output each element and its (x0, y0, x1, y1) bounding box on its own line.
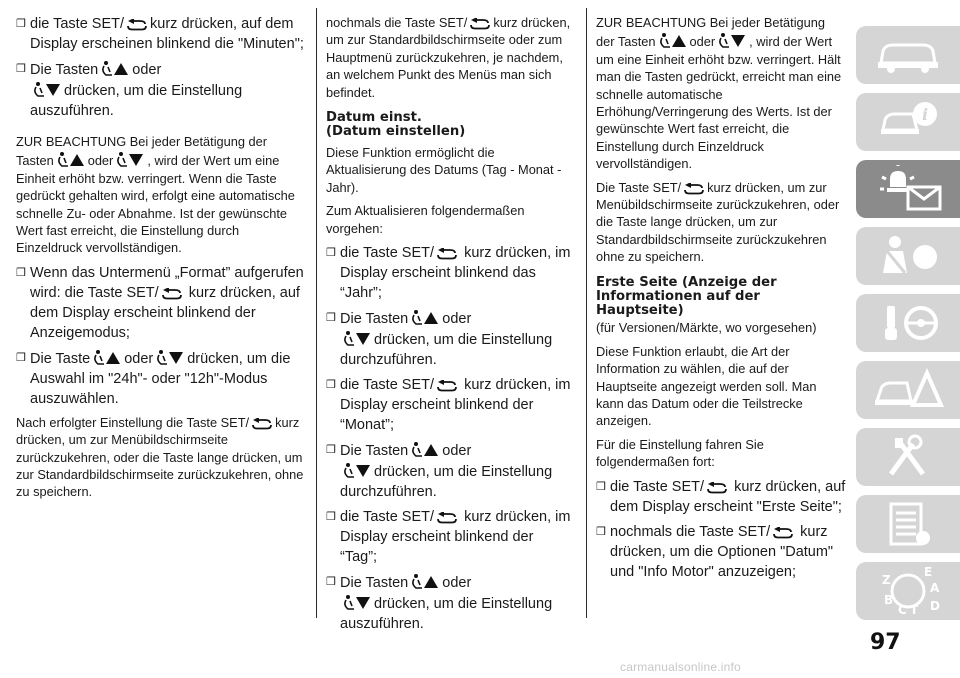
list-item: ❒ nochmals die Taste SET/ kurz drücken, um die Optionen "Datum" und "Info Motor" anzuzeigen; (596, 523, 834, 580)
arrow-down-button-icon (115, 150, 145, 168)
checkbox-bullet-icon: ❒ (326, 511, 336, 524)
list-item: ❒ die Taste SET/ kurz drücken, im Display erscheint blinkend der “Tag”; (326, 509, 571, 566)
checkbox-bullet-icon: ❒ (326, 312, 336, 325)
svg-text:B: B (884, 593, 894, 607)
page-number: 97 (870, 630, 901, 655)
crash-triangle-icon (871, 367, 945, 413)
paragraph: Für die Einstellung fahren Sie folgendermaßen fort: (596, 436, 764, 470)
arrow-down-button-icon (342, 593, 372, 611)
car-overview-icon (873, 35, 943, 75)
tab-index[interactable] (856, 562, 960, 620)
arrow-up-button-icon (92, 348, 122, 366)
set-return-icon (436, 248, 458, 260)
arrow-up-button-icon (56, 150, 86, 168)
list-item: ❒ die Taste SET/ kurz drücken, im Display erscheint blinkend der “Monat”; (326, 377, 571, 434)
index-icon (870, 566, 946, 616)
checkbox-bullet-icon: ❒ (326, 247, 336, 260)
watermark: carmanualsonline.info (620, 660, 741, 674)
set-return-icon (469, 18, 491, 30)
arrow-up-button-icon (410, 308, 440, 326)
warning-light-message-icon (870, 165, 946, 213)
column-divider (316, 8, 317, 618)
set-return-icon (436, 380, 458, 392)
set-return-icon (772, 527, 794, 539)
checkbox-bullet-icon: ❒ (326, 444, 336, 457)
note-paragraph: ZUR BEACHTUNG Bei jeder Betätigung der Tasten oder , wird der Wert um eine Einheit erhöht bzw. verringert. Hält man die Tasten gedrückt, erreicht man eine schnelle automatische Erhöhung/Verringerung des Werts. Ist der gewünschte Wert fast erreicht, die Einstellung durch Einzeldruck vervollständigen. (596, 15, 842, 172)
list-item: ❒ Wenn das Untermenü „Format” aufgerufen wird: die Taste SET/ kurz drücken, auf dem Display erscheint blinkend der Anzeigemodus; (16, 264, 304, 341)
arrow-up-button-icon (410, 572, 440, 590)
arrow-down-button-icon (717, 31, 747, 49)
tab-starting-driving[interactable] (856, 294, 960, 352)
checkbox-bullet-icon: ❒ (16, 18, 26, 30)
heading-subtitle: (für Versionen/Märkte, wo vorgesehen) (596, 319, 817, 335)
checkbox-bullet-icon: ❒ (596, 525, 606, 538)
set-return-icon (706, 482, 728, 494)
svg-text:C: C (898, 603, 907, 616)
arrow-down-button-icon (342, 329, 372, 347)
tab-technical-data[interactable] (856, 495, 960, 553)
checkbox-bullet-icon: ❒ (16, 266, 26, 279)
arrow-down-button-icon (342, 461, 372, 479)
arrow-down-button-icon (32, 80, 62, 98)
column-left (16, 14, 306, 507)
list-item: ❒ die Taste SET/ kurz drücken, auf dem Display erscheinen blinkend die "Minuten"; (16, 16, 304, 52)
column-divider (586, 8, 587, 618)
airbag-seatbelt-icon (873, 233, 943, 279)
service-schedule-icon (873, 500, 943, 548)
list-item: ❒ Die Tasten oder drücken, um die Einstellung durchzuführen. (326, 308, 574, 370)
set-return-icon (126, 19, 148, 31)
tab-info[interactable] (856, 93, 960, 151)
note-paragraph: ZUR BEACHTUNG Bei jeder Betätigung der Tasten oder , wird der Wert um eine Einheit erhöht bzw. verringert. Wenn die Taste gedrückt gehalten wird, erfolgt eine automatische schnelle Zu- oder Abnahme. Ist der gewünschte Wert fast erreicht, die Einstellung durch Einzeldruck vervollständigen. (16, 134, 295, 256)
chapter-tabs (856, 26, 960, 629)
paragraph: Nach erfolgter Einstellung die Taste SET/ kurz drücken, um zur Menübildschirmseite zurückzukehren, oder die Taste lange drücken, um zur Standardbildschirmseite zurückzukehren, ohne zu speichern. (16, 414, 304, 500)
tab-safety[interactable] (856, 227, 960, 285)
arrow-down-button-icon (155, 348, 185, 366)
svg-text:Z: Z (882, 573, 891, 587)
info-icon (873, 100, 943, 144)
svg-text:D: D (930, 599, 940, 613)
arrow-up-button-icon (658, 31, 688, 49)
set-return-icon (436, 512, 458, 524)
svg-text:A: A (930, 581, 940, 595)
section-heading: Erste Seite (Anzeige der Informationen auf der Hauptseite) (596, 274, 777, 318)
checkbox-bullet-icon: ❒ (16, 63, 26, 75)
checkbox-bullet-icon: ❒ (326, 576, 336, 589)
key-steering-icon (873, 300, 943, 346)
paragraph: Diese Funktion ermöglicht die Aktualisierung des Datums (Tag - Monat - Jahr). (326, 145, 562, 195)
list-item: ❒ die Taste SET/ kurz drücken, im Display erscheint blinkend das “Jahr”; (326, 245, 571, 302)
set-return-icon (683, 183, 705, 195)
list-item: ❒ Die Tasten oder drücken, um die Einstellung durchzuführen. (326, 440, 574, 502)
tools-icon (873, 434, 943, 480)
list-item: ❒ Die Tasten oder drücken, um die Einstellung auszuführen. (326, 572, 574, 634)
set-return-icon (251, 418, 273, 430)
tab-maintenance[interactable] (856, 428, 960, 486)
checkbox-bullet-icon: ❒ (16, 351, 26, 364)
column-middle (326, 14, 574, 639)
list-item: ❒ die Taste SET/ kurz drücken, auf dem Display erscheint "Erste Seite"; (596, 478, 846, 515)
tab-warning-lights-messages[interactable] (856, 160, 960, 218)
arrow-up-button-icon (100, 59, 130, 77)
paragraph: Diese Funktion erlaubt, die Art der Information zu wählen, die auf der Hauptseite angezeigt werden soll. Man kann das Datum oder die Teilstrecke anzeigen. (596, 343, 817, 429)
checkbox-bullet-icon: ❒ (326, 379, 336, 392)
list-item: ❒ Die Tasten oder drücken, um die Einstellung auszuführen. (16, 59, 306, 121)
tab-emergency[interactable] (856, 361, 960, 419)
svg-text:E: E (924, 566, 933, 579)
paragraph: nochmals die Taste SET/ kurz drücken, um zur Standardbildschirmseite oder zum Hauptmenü zurückzukehren, je nachdem, an welchem Punkt des Menüs man sich befindet. (326, 15, 571, 100)
paragraph: Die Taste SET/ kurz drücken, um zur Menübildschirmseite zurückzukehren, oder die Taste lange drücken, um zur Standardbildschirmseite zurückzukehren ohne zu speichern. (596, 179, 840, 265)
paragraph: Zum Aktualisieren folgendermaßen vorgehen: (326, 203, 525, 236)
svg-text:i: i (921, 105, 929, 124)
set-return-icon (161, 288, 183, 300)
svg-text:T: T (910, 603, 919, 616)
tab-car-overview[interactable] (856, 26, 960, 84)
column-right (596, 14, 846, 587)
list-item: ❒ Die Taste oder drücken, um die Auswahl im "24h"- oder "12h"-Modus auszuwählen. (16, 348, 306, 409)
arrow-up-button-icon (410, 440, 440, 458)
section-heading: Datum einst. (Datum einstellen) (326, 110, 466, 140)
checkbox-bullet-icon: ❒ (596, 480, 606, 493)
